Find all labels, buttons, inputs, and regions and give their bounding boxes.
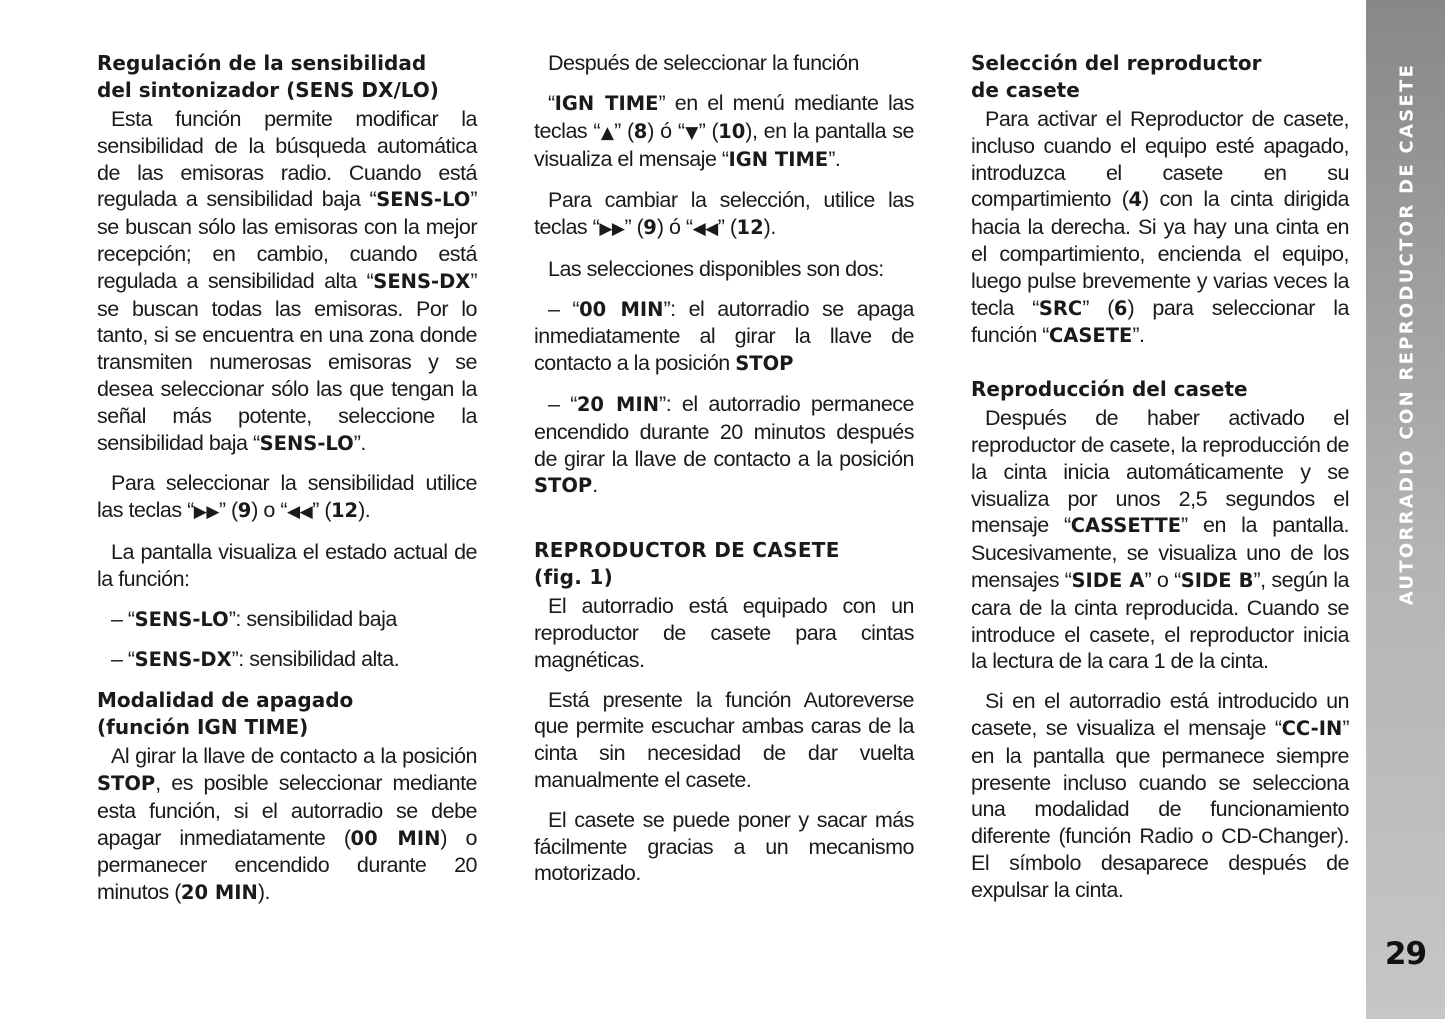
heading-sensitivity: Regulación de la sensibilidad del sintonizador (SENS DX/LO): [97, 51, 439, 102]
list-item-sens-lo: – “SENS-LO”: sensibilidad baja: [111, 606, 397, 631]
rewind-icon: ◀◀: [287, 502, 313, 523]
list-item-20-min: – “20 MIN”: el autorradio permanece encendido durante 20 minutos después de girar la llave de contacto a la posición STOP.: [534, 391, 914, 498]
heading-ign-time: Modalidad de apagado (función IGN TIME): [97, 688, 354, 740]
paragraph-sensitivity-description: Esta función permite modificar la sensibilidad de la búsqueda automática de las emisoras radio. Cuando está regulada a sensibilidad baja “SENS-LO” se buscan sólo las emisoras con la mejor recepción; en cambio, cuando está regulada a sensibilidad alta “SENS-DX” se buscan todas las emisoras. Por lo tanto, si se encuentra en una zona donde transmiten numerosas emisoras y se desea seleccionar sólo las que tengan la señal más potente, seleccione la sensibilidad baja “SENS-LO”.: [97, 107, 477, 455]
paragraph-cassette-equipped: El autorradio está equipado con un reproductor de casete para cintas magnéticas.: [534, 594, 914, 672]
section-spacer: [534, 513, 914, 537]
column-3: [971, 50, 1349, 917]
paragraph-autoreverse: Está presente la función Autoreverse que permite escuchar ambas caras de la cinta sin necesidad de dar vuelta manualmente el casete.: [534, 687, 914, 792]
paragraph-ign-time-description: Al girar la llave de contacto a la posición STOP, es posible seleccionar mediante esta función, si el autorradio se debe apagar inmediatamente (00 MIN) o permanecer encendido durante 20 minutos (20 MIN).: [97, 744, 478, 905]
chapter-title: AUTORRADIO CON REPRODUCTOR DE CASETE: [1396, 62, 1418, 606]
down-arrow-icon: ▼: [684, 122, 699, 143]
section-spacer: [971, 363, 1349, 376]
paragraph-display-state: La pantalla visualiza el estado actual de la función:: [97, 539, 477, 591]
paragraph-cc-in: Si en el autorradio está introducido un casete, se visualiza el mensaje “CC-IN” en la pantalla que permanece siempre presente incluso cuando se selecciona una modalidad de funcionamiento diferente (función Radio o CD-Changer). El símbolo desaparece después de expulsar la cinta.: [971, 689, 1349, 902]
paragraph-ign-time-menu: “IGN TIME” en el menú mediante las teclas “▲” (8) ó “▼” (10), en la pantalla se visualiza el mensaje “IGN TIME”.: [534, 90, 915, 172]
paragraph-playback-start: Después de haber activado el reproductor de casete, la reproducción de la cinta inicia automáticamente y se visualiza por unos 2,5 segundos el mensaje “CASSETTE” en la pantalla. Sucesivamente, se visualiza uno de los mensajes “SIDE A” o “SIDE B”, según la cara de la cinta reproducida. Cuando se introduce el casete, el reproductor inicia la lectura de la cara 1 de la cinta.: [971, 406, 1349, 674]
column-2: [534, 50, 914, 900]
paragraph-activate-cassette: Para activar el Reproductor de casete, incluso cuando el equipo esté apagado, introduzca el casete en su compartimiento (4) con la cinta dirigida hacia la derecha. Si ya hay una cinta en el compartimiento, encienda el equipo, luego pulse brevemente y varias veces la tecla “SRC” (6) para seleccionar la función “CASETE”.: [971, 107, 1350, 348]
fast-forward-icon: ▶▶: [599, 218, 625, 239]
heading-cassette-playback: Reproducción del casete: [971, 377, 1248, 402]
paragraph-change-selection: Para cambiar la selección, utilice las teclas “▶▶” (9) ó “◀◀” (12).: [534, 188, 914, 239]
heading-cassette-selection: Selección del reproductor de casete: [971, 51, 1262, 102]
page-number: 29: [1384, 936, 1427, 972]
list-item-00-min: – “00 MIN”: el autorradio se apaga inmediatamente al girar la llave de contacto a la posición STOP: [534, 296, 914, 376]
up-arrow-icon: ▲: [600, 122, 615, 143]
paragraph-available-selections: Las selecciones disponibles son dos:: [548, 256, 884, 281]
fast-forward-icon: ▶▶: [193, 502, 219, 523]
paragraph-motorized: El casete se puede poner y sacar más fácilmente gracias a un mecanismo motorizado.: [534, 807, 914, 886]
paragraph-sensitivity-keys: Para seleccionar la sensibilidad utilice las teclas “▶▶” (9) o “◀◀” (12).: [97, 471, 477, 523]
rewind-icon: ◀◀: [692, 218, 718, 239]
heading-cassette-player: REPRODUCTOR DE CASETE (fig. 1): [534, 538, 840, 590]
list-item-sens-dx: – “SENS-DX”: sensibilidad alta.: [111, 647, 400, 672]
column-1: [97, 50, 477, 920]
paragraph-after-selecting: Después de seleccionar la función: [548, 51, 859, 75]
